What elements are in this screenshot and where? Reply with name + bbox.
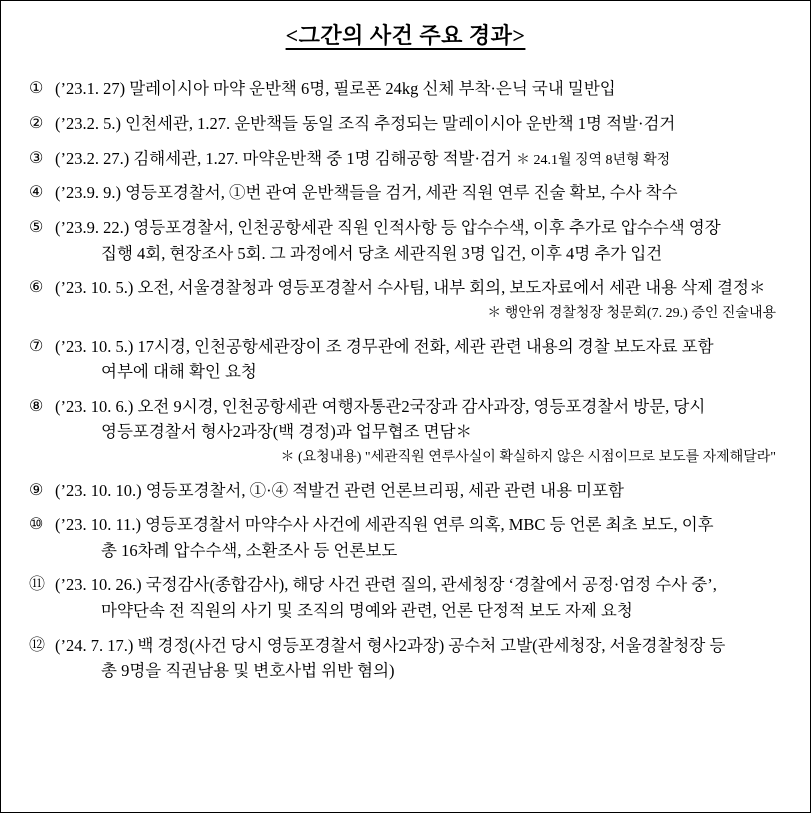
item-body xyxy=(55,146,780,172)
item-date: (’23.1. 27) xyxy=(55,79,126,98)
item-date: (’23.2. 27.) xyxy=(55,148,130,168)
item-body xyxy=(55,512,780,563)
item-marker: ④ xyxy=(29,184,44,202)
list-item xyxy=(29,146,780,172)
item-marker: ⑪ xyxy=(29,576,46,594)
item-body xyxy=(55,394,780,469)
item-text: 말레이시아 마약 운반책 6명, 필로폰 24kg 신체 부착·은닉 국내 밀반입 xyxy=(129,79,616,98)
item-text: 영등포경찰서, ①·④ 적발건 관련 언론브리핑, 세관 관련 내용 미포함 xyxy=(145,480,624,500)
item-text: 17시경, 인천공항세관장이 조 경무관에 전화, 세관 관련 내용의 경찰 보도자료 포함 xyxy=(137,336,714,356)
item-marker: ⑦ xyxy=(29,337,44,355)
list-item xyxy=(29,76,780,102)
item-marker: ⑤ xyxy=(29,219,44,237)
list-item xyxy=(29,512,780,563)
page-title: <그간의 사건 주요 경과> xyxy=(285,23,526,48)
list-item xyxy=(29,180,780,206)
item-body xyxy=(55,76,780,102)
list-item xyxy=(29,111,780,137)
item-body xyxy=(55,334,780,385)
item-body xyxy=(55,215,780,266)
item-text: 오전 9시경, 인천공항세관 여행자통관2국장과 감사과장, 영등포경찰서 방문, 당시 xyxy=(137,396,706,416)
item-text: 영등포경찰서, 인천공항세관 직원 인적사항 등 압수수색, 이후 추가로 압수수색 영장 xyxy=(133,218,721,238)
item-text: 오전, 서울경찰청과 영등포경찰서 수사팀, 내부 회의, 보도자료에서 세관 내용 삭제 결정＊ xyxy=(137,278,766,298)
item-text-cont: 여부에 대해 확인 요청 xyxy=(101,362,257,382)
item-marker: ① xyxy=(29,80,44,97)
item-date: (’23. 10. 26.) xyxy=(55,575,142,595)
item-text: 국정감사(종합감사), 해당 사건 관련 질의, 관세청장 ‘경찰에서 공정·엄정 수사 중’, xyxy=(145,575,717,595)
item-date: (’23. 10. 6.) xyxy=(55,396,134,416)
item-marker: ⑩ xyxy=(29,516,44,534)
item-marker: ⑨ xyxy=(29,481,44,499)
item-marker: ③ xyxy=(29,149,44,167)
item-date: (’23.2. 5.) xyxy=(55,113,121,133)
list-item xyxy=(29,572,780,623)
item-date: (’23. 10. 5.) xyxy=(55,336,134,356)
item-date: (’23. 10. 11.) xyxy=(55,515,141,535)
item-text: 영등포경찰서, ①번 관여 운반책들을 검거, 세관 직원 연루 진술 확보, 수사 착수 xyxy=(125,183,678,203)
item-footnote: ＊ 행안위 경찰청장 청문회(7. 29.) 증인 진술내용 xyxy=(487,305,776,321)
list-item xyxy=(29,275,780,324)
item-date: (’23. 10. 5.) xyxy=(55,278,134,298)
item-date: (’23.9. 22.) xyxy=(55,218,130,238)
list-item xyxy=(29,394,780,469)
item-text-cont: 영등포경찰서 형사2과장(백 경정)과 업무협조 면담＊ xyxy=(101,422,473,442)
item-text-cont: 총 16차례 압수수색, 소환조사 등 언론보도 xyxy=(101,540,398,560)
item-date: (’23.9. 9.) xyxy=(55,183,121,203)
item-body xyxy=(55,478,780,504)
list-item xyxy=(29,633,780,684)
item-text-cont: 마약단속 전 직원의 사기 및 조직의 명예와 관련, 언론 단정적 보도 자제 요청 xyxy=(101,600,633,620)
list-item xyxy=(29,215,780,266)
list-item xyxy=(29,478,780,504)
list-item xyxy=(29,334,780,385)
item-marker: ⑧ xyxy=(29,397,44,415)
item-text-cont: 총 9명을 직권남용 및 변호사법 위반 혐의) xyxy=(101,661,395,681)
item-body xyxy=(55,180,780,206)
item-marker: ⑥ xyxy=(29,279,44,297)
item-text: 김해세관, 1.27. 마약운반책 중 1명 김해공항 적발·검거 xyxy=(133,148,512,168)
item-marker: ⑫ xyxy=(29,636,46,654)
item-body xyxy=(55,275,780,324)
item-marker: ② xyxy=(29,114,44,132)
item-inline-note: ＊ 24.1월 징역 8년형 확정 xyxy=(515,152,671,168)
item-date: (’23. 10. 10.) xyxy=(55,480,142,500)
item-text-cont: 집행 4회, 현장조사 5회. 그 과정에서 당초 세관직원 3명 입건, 이후 4명 추가 입건 xyxy=(101,243,663,263)
item-body xyxy=(55,111,780,137)
item-date: (’24. 7. 17.) xyxy=(55,635,134,655)
item-footnote: ＊ (요청내용) "세관직원 연루사실이 확실하지 않은 시점이므로 보도를 자제해달라" xyxy=(280,449,776,465)
item-body xyxy=(55,572,780,623)
item-text: 인천세관, 1.27. 운반책들 동일 조직 추정되는 말레이시아 운반책 1명 적발·검거 xyxy=(125,113,676,133)
event-list xyxy=(23,76,788,684)
item-body xyxy=(55,633,780,684)
item-text: 백 경정(사건 당시 영등포경찰서 형사2과장) 공수처 고발(관세청장, 서울경찰청장 등 xyxy=(137,635,726,655)
item-text: 영등포경찰서 마약수사 사건에 세관직원 연루 의혹, MBC 등 언론 최초 보도, 이후 xyxy=(145,515,714,535)
